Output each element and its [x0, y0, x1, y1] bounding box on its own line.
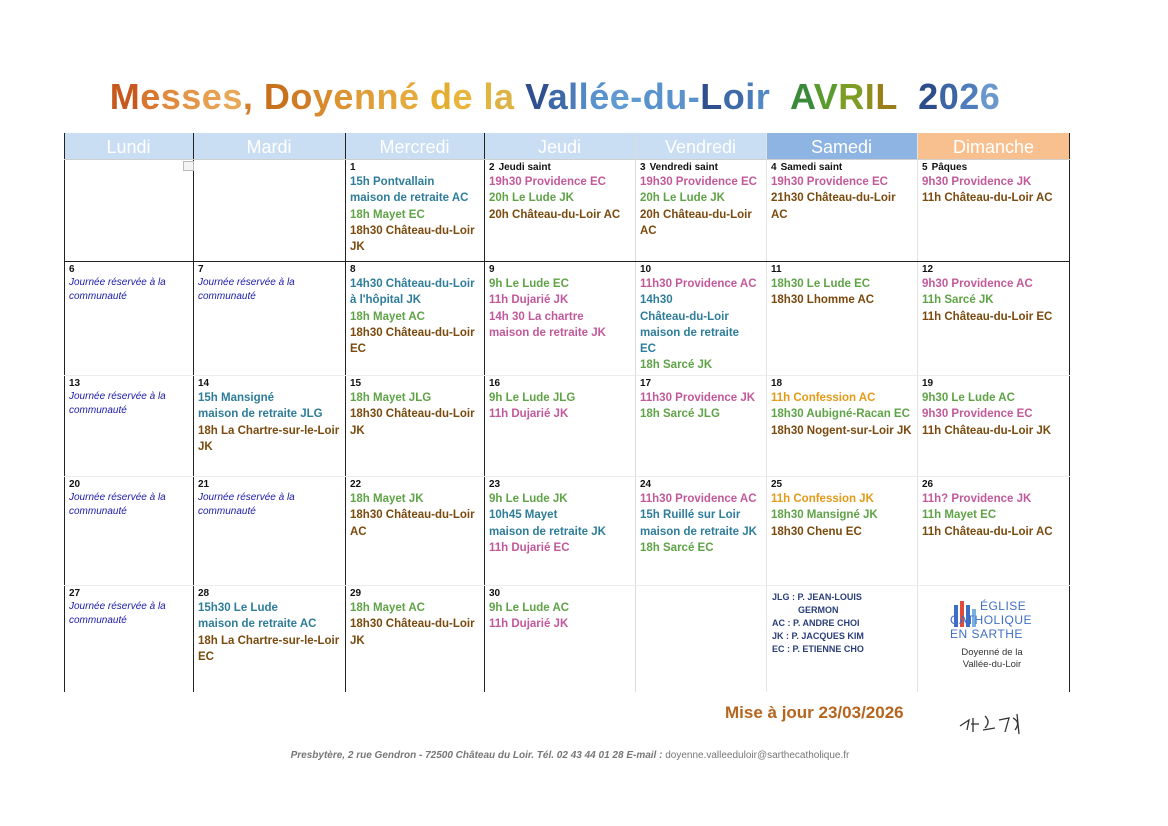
title-letter: -	[687, 76, 701, 117]
mass-entry: 11h Dujarié JK	[489, 408, 569, 421]
mass-entry: 9h30 Le Lude AC	[922, 392, 1015, 404]
day-number	[640, 478, 766, 491]
title-letter: 2	[918, 76, 939, 117]
mass-entry: 18h Mayet JLG	[350, 392, 432, 404]
mass-entry: 18h Mayet AC	[350, 602, 425, 614]
church-logo	[927, 599, 1057, 671]
mass-entry: 18h Mayet EC	[350, 208, 425, 221]
day-number	[69, 377, 193, 390]
mass-entry: Château-du-Loir	[640, 310, 729, 323]
day-number-value: 8	[350, 264, 356, 275]
mass-entry: JK	[350, 634, 365, 647]
mass-entry: 18h30 Lhomme AC	[771, 294, 875, 307]
title-letter: i	[745, 76, 756, 117]
grid-vline	[64, 133, 65, 692]
grid-vline	[766, 133, 767, 692]
day-number	[350, 377, 484, 390]
day-number	[350, 478, 484, 491]
mass-entry: 18h La Chartre-sur-le-Loir	[198, 424, 340, 437]
mass-entry: 11h30 Providence JK	[640, 392, 756, 404]
day-number	[922, 478, 1070, 491]
day-number	[640, 377, 766, 390]
mass-entry: 18h Mayet AC	[350, 310, 425, 323]
reserved-note: Journée réservée à la communauté	[69, 601, 166, 626]
title-letter: I	[864, 76, 876, 117]
logo-line3: EN SARTHE	[949, 627, 1023, 641]
mass-entry: EC	[350, 343, 366, 356]
title-letter	[897, 76, 918, 117]
mass-entry: à l'hôpital JK	[350, 294, 422, 307]
title-letter: u	[665, 76, 688, 117]
day-number	[922, 263, 1070, 276]
title-letter: a	[494, 76, 515, 117]
grid-hline	[64, 261, 1070, 262]
day-number	[198, 377, 345, 390]
mass-entry: 10h45 Mayet	[489, 509, 558, 522]
day-number-value: 13	[69, 378, 81, 389]
mass-entry: 11h Château-du-Loir AC	[922, 525, 1053, 538]
day-cell	[484, 476, 635, 585]
mass-entry: 15h30 Le Lude	[198, 602, 278, 614]
header-lundi: Lundi	[64, 133, 193, 159]
day-cell	[766, 476, 917, 585]
title-letter: D	[263, 76, 291, 117]
day-number	[198, 263, 345, 276]
day-number	[489, 377, 635, 390]
day-cell	[766, 159, 917, 261]
day-cell	[345, 375, 484, 476]
title-letter: 2	[959, 76, 980, 117]
day-cell	[64, 261, 193, 375]
title-letter: é	[398, 76, 420, 117]
day-cell	[345, 261, 484, 375]
day-title: Vendredi saint	[649, 162, 718, 173]
mass-entry: maison de retraite JK	[640, 525, 757, 538]
day-cell	[484, 261, 635, 375]
title-letter: e	[452, 76, 474, 117]
mass-entry: maison de retraite JLG	[198, 408, 323, 421]
day-number	[640, 263, 766, 276]
title-letter: e	[609, 76, 631, 117]
reserved-note: Journée réservée à la communauté	[198, 277, 295, 302]
day-number-value: 30	[489, 588, 501, 599]
day-number-value: 19	[922, 378, 934, 389]
mass-entry: 9h Le Lude EC	[489, 278, 569, 290]
day-cell	[766, 375, 917, 476]
day-number	[771, 478, 917, 491]
grid-vline	[484, 133, 485, 692]
title-letter	[473, 76, 484, 117]
title-letter	[419, 76, 430, 117]
mass-entry: AC	[640, 224, 657, 237]
day-cell	[193, 159, 345, 261]
title-letter: V	[525, 76, 548, 117]
day-number	[69, 478, 193, 491]
day-cell	[345, 585, 484, 692]
mass-entry: AC	[771, 208, 788, 221]
grid-hline	[64, 375, 1070, 376]
day-title: Pâques	[931, 162, 968, 173]
grid-hline	[64, 585, 1070, 586]
day-number-value: 7	[198, 264, 204, 275]
mass-entry: 15h Mansigné	[198, 392, 275, 404]
mass-entry: maison de retraite AC	[350, 192, 469, 205]
mass-entry: 19h30 Providence EC	[489, 176, 606, 188]
day-cell	[635, 585, 766, 692]
day-cell	[193, 375, 345, 476]
mass-entry: 11h Château-du-Loir EC	[922, 310, 1053, 323]
header-jeudi: Jeudi	[484, 133, 635, 159]
grid-vline	[193, 133, 194, 692]
title-letter: a	[547, 76, 569, 117]
mass-entry: 18h30 Château-du-Loir	[350, 618, 475, 631]
day-number-value: 20	[69, 479, 81, 490]
mass-entry: 15h Ruillé sur Loir	[640, 509, 741, 522]
mass-entry: 9h30 Providence JK	[922, 176, 1032, 188]
mass-entry: 11h30 Providence AC	[640, 278, 757, 290]
mass-entry: 11h Dujarié EC	[489, 541, 570, 554]
day-cell	[193, 261, 345, 375]
mass-entry: maison de retraite AC	[198, 618, 317, 631]
title-letter: e	[333, 76, 354, 117]
mass-entry: 9h30 Providence EC	[922, 408, 1033, 421]
day-number-value: 16	[489, 378, 501, 389]
day-number-value: 25	[771, 479, 783, 490]
mass-entry: 19h30 Providence EC	[640, 176, 757, 188]
grid-vline	[345, 133, 346, 692]
mass-entry: 14h30	[640, 294, 673, 307]
day-number	[771, 161, 917, 174]
mass-entry: 11h Dujarié JK	[489, 618, 569, 631]
mass-entry: 14h 30 La chartre	[489, 310, 584, 323]
mass-entry: 11h Confession JK	[771, 493, 874, 505]
day-number	[489, 587, 635, 600]
title-letter: e	[140, 76, 161, 117]
day-number-value: 6	[69, 264, 75, 275]
day-cell	[484, 375, 635, 476]
mass-entry: 18h30 Aubigné-Racan EC	[771, 408, 910, 421]
day-number-value: 28	[198, 588, 210, 599]
day-number-value: 27	[69, 588, 81, 599]
day-number-value: 23	[489, 479, 501, 490]
grid-vline	[1069, 133, 1070, 692]
day-number	[198, 478, 345, 491]
logo-line2: CATHOLIQUE	[949, 613, 1033, 627]
mass-entry: 19h30 Providence EC	[771, 176, 888, 188]
day-number	[69, 263, 193, 276]
day-number-value: 12	[922, 264, 934, 275]
mass-entry: maison de retraite	[640, 326, 740, 339]
title-letter: ,	[242, 76, 264, 117]
title-letter: l	[578, 76, 590, 117]
day-number	[69, 587, 193, 600]
day-number-value: 11	[771, 264, 782, 275]
day-cell	[766, 261, 917, 375]
title-letter	[770, 76, 790, 117]
day-number	[489, 263, 635, 276]
mass-entry: 18h La Chartre-sur-le-Loir	[198, 634, 340, 647]
reserved-note: Journée réservée à la communauté	[198, 492, 295, 517]
day-cell	[635, 375, 766, 476]
day-cell	[345, 476, 484, 585]
mass-entry: maison de retraite JK	[489, 525, 606, 538]
mass-entry: maison de retraite JK	[489, 326, 606, 339]
title-letter: n	[376, 76, 399, 117]
day-number	[350, 587, 484, 600]
day-number-value: 24	[640, 479, 652, 490]
day-number-value: 9	[489, 264, 495, 275]
mass-entry: EC	[640, 343, 656, 356]
title-letter: l	[483, 76, 495, 117]
title-letter: o	[290, 76, 313, 117]
reserved-note: Journée réservée à la communauté	[69, 391, 166, 416]
mass-entry: 18h30 Chenu EC	[771, 525, 862, 538]
day-number-value: 10	[640, 264, 652, 275]
mass-entry: 14h30 Château-du-Loir	[350, 278, 475, 290]
mass-entry: 9h Le Lude JLG	[489, 392, 576, 404]
mass-entry: 9h Le Lude AC	[489, 602, 570, 614]
footer-contact	[0, 750, 1140, 761]
grid-hline	[64, 159, 1070, 160]
day-number-value: 17	[640, 378, 652, 389]
day-title: Jeudi saint	[498, 162, 551, 173]
header-mardi: Mardi	[193, 133, 345, 159]
day-cell	[64, 476, 193, 585]
header-vendredi: Vendredi	[635, 133, 766, 159]
mass-entry: 20h Château-du-Loir	[640, 208, 752, 221]
title-letter: n	[353, 76, 377, 117]
day-cell	[917, 476, 1070, 585]
title-letter: d	[429, 76, 453, 117]
day-number-value: 29	[350, 588, 362, 599]
mass-entry: 9h Le Lude JK	[489, 493, 568, 505]
mass-entry: JK	[350, 424, 365, 437]
mass-entry: 11h Confession AC	[771, 392, 876, 404]
day-cell	[64, 375, 193, 476]
day-number-value: 22	[350, 479, 362, 490]
day-cell	[193, 585, 345, 692]
mass-entry: EC	[198, 650, 214, 663]
day-cell	[193, 476, 345, 585]
day-cell	[635, 159, 766, 261]
mass-entry: 18h Sarcé JK	[640, 359, 713, 372]
footer-email[interactable]: doyenne.valleeduloir@sarthecatholique.fr	[665, 750, 850, 761]
mass-entry: 11h30 Providence AC	[640, 493, 757, 505]
mass-entry: 18h30 Mansigné JK	[771, 509, 878, 522]
legend-line: JK : P. JACQUES KIM	[772, 631, 864, 641]
day-number-value: 1	[350, 162, 356, 173]
mass-entry: 18h30 Château-du-Loir	[350, 326, 475, 339]
mass-entry: 9h30 Providence AC	[922, 278, 1033, 290]
grid-hline	[64, 476, 1070, 477]
legend-line: JLG : P. JEAN-LOUIS	[772, 592, 862, 602]
day-number-value: 15	[350, 378, 362, 389]
day-number-value: 21	[198, 479, 210, 490]
mass-entry: 11h Dujarié JK	[489, 294, 569, 307]
title-letter: s	[222, 76, 243, 117]
day-cell	[917, 159, 1070, 261]
title-letter: r	[755, 76, 771, 117]
day-number	[350, 263, 484, 276]
day-number	[922, 377, 1070, 390]
mass-entry: 18h30 Château-du-Loir	[350, 408, 475, 421]
day-number-value: 5	[922, 162, 928, 173]
mass-entry: 20h Château-du-Loir AC	[489, 208, 621, 221]
mass-entry: 18h Sarcé JLG	[640, 408, 720, 421]
grid-vline	[635, 133, 636, 692]
day-number	[489, 478, 635, 491]
title-letter: e	[201, 76, 223, 117]
day-number	[922, 161, 1070, 174]
day-number	[771, 377, 917, 390]
title-letter: y	[312, 76, 334, 117]
mass-entry: 18h Mayet JK	[350, 493, 424, 505]
title-letter	[515, 76, 526, 117]
legend-line: EC : P. ETIENNE CHO	[772, 644, 864, 654]
title-letter: V	[813, 76, 839, 117]
title-letter: o	[722, 76, 746, 117]
title-letter: L	[700, 76, 723, 117]
mass-entry: 18h30 Nogent-sur-Loir JK	[771, 424, 912, 437]
title-letter: A	[789, 76, 814, 117]
day-cell	[484, 585, 635, 692]
handwritten-signature	[955, 708, 1035, 738]
day-cell	[64, 159, 193, 261]
footer-address: Presbytère, 2 rue Gendron - 72500 Château du Loir. Tél. 02 43 44 01 28 E-mail :	[290, 750, 663, 761]
mass-entry: 11h Château-du-Loir JK	[922, 424, 1052, 437]
day-number-value: 4	[771, 162, 777, 173]
day-number-value: 3	[640, 162, 646, 173]
legend-line: AC : P. ANDRE CHOI	[772, 618, 860, 628]
title-letter: L	[875, 76, 898, 117]
header-samedi: Samedi	[766, 133, 917, 159]
mass-entry: JK	[198, 440, 213, 453]
mass-entry: 21h30 Château-du-Loir	[771, 192, 896, 205]
mass-entry: 18h30 Château-du-Loir	[350, 509, 475, 522]
header-dimanche: Dimanche	[917, 133, 1070, 159]
mass-entry: 11h Sarcé JK	[922, 294, 994, 307]
title-letter: d	[642, 76, 666, 117]
title-letter: s	[160, 76, 182, 117]
day-number	[489, 161, 635, 174]
day-cell	[917, 375, 1070, 476]
title-letter: R	[838, 76, 865, 117]
reserved-note: Journée réservée à la communauté	[69, 492, 166, 517]
mass-entry: 18h30 Château-du-Loir	[350, 224, 475, 237]
day-cell	[484, 159, 635, 261]
legend-line: GERMON	[798, 605, 839, 615]
title-letter: M	[109, 76, 141, 117]
day-number	[640, 161, 766, 174]
mass-entry: 18h30 Le Lude EC	[771, 278, 871, 290]
day-number-value: 26	[922, 479, 934, 490]
mass-entry: 20h Le Lude JK	[640, 192, 725, 205]
title-letter: -	[630, 76, 643, 117]
title-letter: s	[181, 76, 202, 117]
mass-entry: 20h Le Lude JK	[489, 192, 574, 205]
mass-entry: 11h Château-du-Loir AC	[922, 192, 1053, 205]
day-cell	[64, 585, 193, 692]
mass-entry: 11h? Providence JK	[922, 493, 1032, 505]
header-mercredi: Mercredi	[345, 133, 484, 159]
title-letter: 6	[979, 76, 1001, 117]
day-number	[771, 263, 917, 276]
day-number-value: 18	[771, 378, 783, 389]
day-cell	[635, 261, 766, 375]
day-number-value: 2	[489, 162, 495, 173]
filter-dropdown-icon[interactable]	[183, 161, 194, 171]
logo-sub1: Doyenné de la	[961, 647, 1023, 658]
mass-entry: 15h Pontvallain	[350, 176, 435, 188]
day-cell	[345, 159, 484, 261]
title-letter: l	[568, 76, 579, 117]
day-title: Samedi saint	[780, 162, 843, 173]
day-number-value: 14	[198, 378, 210, 389]
day-number	[350, 161, 484, 174]
day-number	[198, 587, 345, 600]
title-letter: 0	[938, 76, 960, 117]
day-cell	[635, 476, 766, 585]
priest-legend	[772, 591, 864, 656]
logo-line1: ÉGLISE	[979, 599, 1027, 613]
page-title	[0, 76, 1110, 118]
reserved-note: Journée réservée à la communauté	[69, 277, 166, 302]
day-cell	[917, 261, 1070, 375]
grid-vline	[917, 133, 918, 692]
update-date: Mise à jour 23/03/2026	[725, 703, 904, 722]
mass-entry: 18h Sarcé EC	[640, 541, 714, 554]
mass-entry: AC	[350, 525, 367, 538]
logo-sub2: Vallée-du-Loir	[962, 659, 1022, 670]
mass-entry: JK	[350, 241, 365, 254]
mass-entry: 11h Mayet EC	[922, 509, 997, 522]
calendar-grid	[64, 133, 1070, 692]
title-letter: é	[589, 76, 610, 117]
